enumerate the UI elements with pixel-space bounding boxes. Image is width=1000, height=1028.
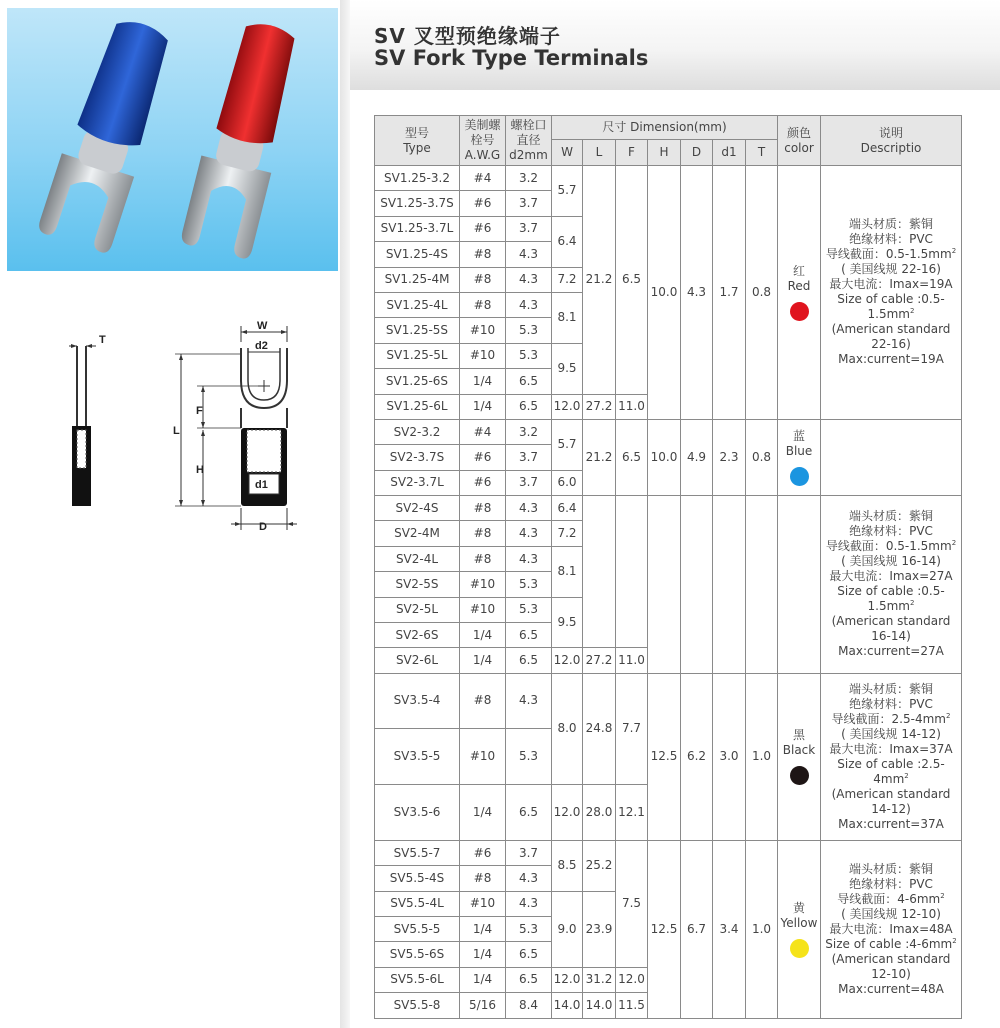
cell-W: 12.0	[552, 394, 583, 419]
cell-d2: 8.4	[506, 993, 552, 1018]
cell-d1: 2.3	[713, 419, 746, 495]
cell-type: SV2-6L	[375, 648, 460, 673]
cell-T: 0.8	[746, 419, 778, 495]
cell-awg: 1/4	[460, 623, 506, 648]
cell-F: 11.5	[616, 993, 648, 1018]
cell-d2: 5.3	[506, 572, 552, 597]
cell-W: 14.0	[552, 993, 583, 1018]
cell-awg: #10	[460, 572, 506, 597]
cell-awg: #8	[460, 267, 506, 292]
cell-awg: #10	[460, 891, 506, 916]
header-T: T	[746, 140, 778, 166]
header-desc: 说明 Descriptio	[821, 116, 962, 166]
cell-color-red: 红 Red	[778, 166, 821, 420]
cell-L: 27.2	[583, 394, 616, 419]
cell-d2: 6.5	[506, 784, 552, 840]
cell-awg: 1/4	[460, 648, 506, 673]
table-row	[375, 673, 962, 728]
cell-d2: 6.5	[506, 394, 552, 419]
cell-d2: 4.3	[506, 866, 552, 891]
cell-W: 8.5	[552, 840, 583, 891]
cell-type: SV5.5-4L	[375, 891, 460, 916]
red-dot	[790, 302, 809, 321]
column-divider	[340, 0, 350, 1028]
cell-F-empty	[616, 496, 648, 648]
cell-L: 21.2	[583, 419, 616, 495]
cell-awg: 1/4	[460, 967, 506, 992]
label-D: D	[259, 521, 267, 533]
cell-D: 6.2	[681, 673, 713, 840]
cell-d2: 3.7	[506, 216, 552, 241]
cell-d1: 3.4	[713, 840, 746, 1018]
table-row	[375, 496, 962, 521]
cell-d2: 5.3	[506, 728, 552, 784]
page-title-cn: SV 叉型预绝缘端子	[374, 24, 561, 48]
cell-D: 6.7	[681, 840, 713, 1018]
cell-T: 1.0	[746, 840, 778, 1018]
cell-desc-3: 端头材质：紫铜 绝缘材料：PVC 导线截面：$2.5-4mm^2$ ( 美国线规 14-12) 最大电流：Imax=37A Size of cable :2.5- $4mm^2$ (American standard 14-12) Max:current=37A	[821, 673, 962, 840]
cell-d2: 3.7	[506, 445, 552, 470]
cell-F: 11.0	[616, 648, 648, 673]
cell-type: SV5.5-4S	[375, 866, 460, 891]
side-view	[69, 334, 106, 506]
cell-d2: 4.3	[506, 496, 552, 521]
cell-d2: 6.5	[506, 369, 552, 394]
cell-L: 14.0	[583, 993, 616, 1018]
cell-type: SV2-4S	[375, 496, 460, 521]
cell-W: 12.0	[552, 648, 583, 673]
cell-d1-empty	[713, 496, 746, 674]
header-L: L	[583, 140, 616, 166]
table-row	[375, 419, 962, 444]
cell-desc-1: 端头材质：紫铜 绝缘材料：PVC 导线截面：$0.5-1.5mm^2$ ( 美国线规 22-16) 最大电流：Imax=19A Size of cable :0.5- $1.5mm^2$ (American standard 22-16) Max:current=19A	[821, 166, 962, 420]
left-panel	[0, 0, 346, 1028]
cell-D: 4.9	[681, 419, 713, 495]
page-title-en: SV Fork Type Terminals	[374, 46, 649, 70]
cell-type: SV2-6S	[375, 623, 460, 648]
header-color: 颜色 color	[778, 116, 821, 166]
cell-awg: #8	[460, 242, 506, 267]
cell-L: 31.2	[583, 967, 616, 992]
header-dimension: 尺寸 Dimension(mm)	[552, 116, 778, 140]
cell-awg: #8	[460, 496, 506, 521]
cell-W: 9.5	[552, 343, 583, 394]
cell-W: 7.2	[552, 521, 583, 546]
header-d1: d1	[713, 140, 746, 166]
cell-color-blue: 蓝 Blue	[778, 419, 821, 495]
fork-terminals-image	[7, 8, 338, 271]
cell-D: 4.3	[681, 166, 713, 420]
cell-H: 12.5	[648, 840, 681, 1018]
cell-type: SV5.5-6L	[375, 967, 460, 992]
label-T: T	[99, 334, 106, 346]
blue-dot	[790, 467, 809, 486]
cell-type: SV2-3.2	[375, 419, 460, 444]
label-d1: d1	[255, 479, 268, 491]
cell-W: 6.4	[552, 496, 583, 521]
cell-L: 23.9	[583, 891, 616, 967]
cell-desc-4: 端头材质：紫铜 绝缘材料：PVC 导线截面：$4-6mm^2$ ( 美国线规 12-10) 最大电流：Imax=48A Size of cable $:4-6mm^2$ (American standard 12-10) Max:current=48A	[821, 840, 962, 1018]
label-H: H	[196, 464, 204, 476]
cell-awg: 1/4	[460, 394, 506, 419]
cell-F: 6.5	[616, 166, 648, 395]
cell-type: SV3.5-6	[375, 784, 460, 840]
cell-d2: 3.7	[506, 191, 552, 216]
cell-W: 5.7	[552, 419, 583, 470]
cell-T: 0.8	[746, 166, 778, 420]
cell-awg: #6	[460, 216, 506, 241]
cell-type: SV2-5S	[375, 572, 460, 597]
cell-awg: #6	[460, 470, 506, 495]
cell-type: SV2-3.7L	[375, 470, 460, 495]
cell-type: SV5.5-5	[375, 916, 460, 941]
cell-d2: 6.5	[506, 623, 552, 648]
cell-L: 27.2	[583, 648, 616, 673]
cell-d2: 4.3	[506, 546, 552, 571]
cell-d2: 5.3	[506, 916, 552, 941]
cell-d2: 6.5	[506, 967, 552, 992]
cell-awg: #10	[460, 343, 506, 368]
cell-d2: 4.3	[506, 267, 552, 292]
cell-H: 10.0	[648, 166, 681, 420]
cell-awg: #4	[460, 419, 506, 444]
table-row	[375, 840, 962, 865]
cell-type: SV5.5-7	[375, 840, 460, 865]
black-dot	[790, 766, 809, 785]
cell-desc-empty	[821, 419, 962, 495]
cell-awg: #8	[460, 292, 506, 317]
cell-awg: #8	[460, 866, 506, 891]
cell-desc-2: 端头材质：紫铜 绝缘材料：PVC 导线截面：$0.5-1.5mm^2$ ( 美国线规 16-14) 最大电流：Imax=27A Size of cable :0.5- $1.5mm^2$ (American standard 16-14) Max:current=27A	[821, 496, 962, 674]
cell-awg: #8	[460, 673, 506, 728]
cell-awg: #6	[460, 840, 506, 865]
cell-type: SV5.5-8	[375, 993, 460, 1018]
cell-W: 8.1	[552, 546, 583, 597]
cell-type: SV2-3.7S	[375, 445, 460, 470]
cell-L: 21.2	[583, 166, 616, 395]
cell-awg: 1/4	[460, 916, 506, 941]
cell-d1: 3.0	[713, 673, 746, 840]
label-L: L	[173, 425, 180, 437]
cell-d2: 5.3	[506, 318, 552, 343]
cell-type: SV1.25-6S	[375, 369, 460, 394]
product-photo	[7, 8, 338, 271]
cell-color-black: 黑 Black	[778, 673, 821, 840]
header-d2: 螺栓口 直径 d2mm	[506, 116, 552, 166]
cell-type: SV5.5-6S	[375, 942, 460, 967]
cell-awg: #8	[460, 521, 506, 546]
yellow-dot	[790, 939, 809, 958]
cell-type: SV1.25-3.7S	[375, 191, 460, 216]
cell-F: 12.0	[616, 967, 648, 992]
label-d2: d2	[255, 340, 268, 352]
cell-d2: 6.5	[506, 648, 552, 673]
cell-d2: 4.3	[506, 673, 552, 728]
cell-awg: 1/4	[460, 369, 506, 394]
label-F: F	[196, 405, 203, 417]
cell-awg: #6	[460, 445, 506, 470]
cell-D-empty	[681, 496, 713, 674]
cell-d2: 4.3	[506, 292, 552, 317]
cell-W: 9.5	[552, 597, 583, 648]
cell-d2: 3.2	[506, 166, 552, 191]
cell-awg: #4	[460, 166, 506, 191]
cell-d2: 5.3	[506, 343, 552, 368]
spec-table	[374, 115, 962, 1019]
cell-W: 5.7	[552, 166, 583, 217]
cell-type: SV1.25-5L	[375, 343, 460, 368]
cell-type: SV1.25-4S	[375, 242, 460, 267]
cell-type: SV1.25-5S	[375, 318, 460, 343]
cell-type: SV1.25-3.7L	[375, 216, 460, 241]
cell-d2: 5.3	[506, 597, 552, 622]
header-D: D	[681, 140, 713, 166]
cell-d2: 4.3	[506, 521, 552, 546]
header-F: F	[616, 140, 648, 166]
cell-type: SV2-4M	[375, 521, 460, 546]
cell-F: 6.5	[616, 419, 648, 495]
cell-type: SV1.25-4L	[375, 292, 460, 317]
header-awg: 美制螺 栓号 A.W.G	[460, 116, 506, 166]
cell-awg: 1/4	[460, 784, 506, 840]
cell-T-empty	[746, 496, 778, 674]
cell-type: SV1.25-6L	[375, 394, 460, 419]
cell-d2: 6.5	[506, 942, 552, 967]
header-H: H	[648, 140, 681, 166]
cell-F: 7.7	[616, 673, 648, 784]
cell-type: SV3.5-4	[375, 673, 460, 728]
cell-H: 12.5	[648, 673, 681, 840]
dimension-diagram	[55, 318, 315, 540]
cell-color-empty	[778, 496, 821, 674]
cell-d1: 1.7	[713, 166, 746, 420]
cell-W: 6.4	[552, 216, 583, 267]
label-W: W	[257, 320, 268, 332]
cell-F: 7.5	[616, 840, 648, 967]
cell-awg: #8	[460, 546, 506, 571]
header-W: W	[552, 140, 583, 166]
cell-F: 12.1	[616, 784, 648, 840]
cell-d2: 4.3	[506, 242, 552, 267]
cell-W: 7.2	[552, 267, 583, 292]
cell-W: 6.0	[552, 470, 583, 495]
cell-W: 12.0	[552, 967, 583, 992]
cell-L: 25.2	[583, 840, 616, 891]
cell-L-empty	[583, 496, 616, 648]
table-row	[375, 166, 962, 191]
cell-W: 12.0	[552, 784, 583, 840]
cell-color-yellow: 黄 Yellow	[778, 840, 821, 1018]
cell-d2: 3.7	[506, 840, 552, 865]
cell-d2: 3.2	[506, 419, 552, 444]
cell-type: SV1.25-4M	[375, 267, 460, 292]
cell-L: 24.8	[583, 673, 616, 784]
cell-W: 8.1	[552, 292, 583, 343]
cell-awg: 5/16	[460, 993, 506, 1018]
cell-type: SV2-5L	[375, 597, 460, 622]
cell-T: 1.0	[746, 673, 778, 840]
cell-H: 10.0	[648, 419, 681, 495]
cell-awg: #6	[460, 191, 506, 216]
cell-W: 8.0	[552, 673, 583, 784]
cell-F: 11.0	[616, 394, 648, 419]
cell-L: 28.0	[583, 784, 616, 840]
cell-d2: 4.3	[506, 891, 552, 916]
cell-W: 9.0	[552, 891, 583, 967]
cell-d2: 3.7	[506, 470, 552, 495]
header-type: 型号 Type	[375, 116, 460, 166]
front-view	[173, 320, 297, 533]
cell-awg: 1/4	[460, 942, 506, 967]
cell-type: SV3.5-5	[375, 728, 460, 784]
cell-type: SV2-4L	[375, 546, 460, 571]
cell-H-empty	[648, 496, 681, 674]
cell-awg: #10	[460, 728, 506, 784]
cell-awg: #10	[460, 597, 506, 622]
cell-awg: #10	[460, 318, 506, 343]
cell-type: SV1.25-3.2	[375, 166, 460, 191]
